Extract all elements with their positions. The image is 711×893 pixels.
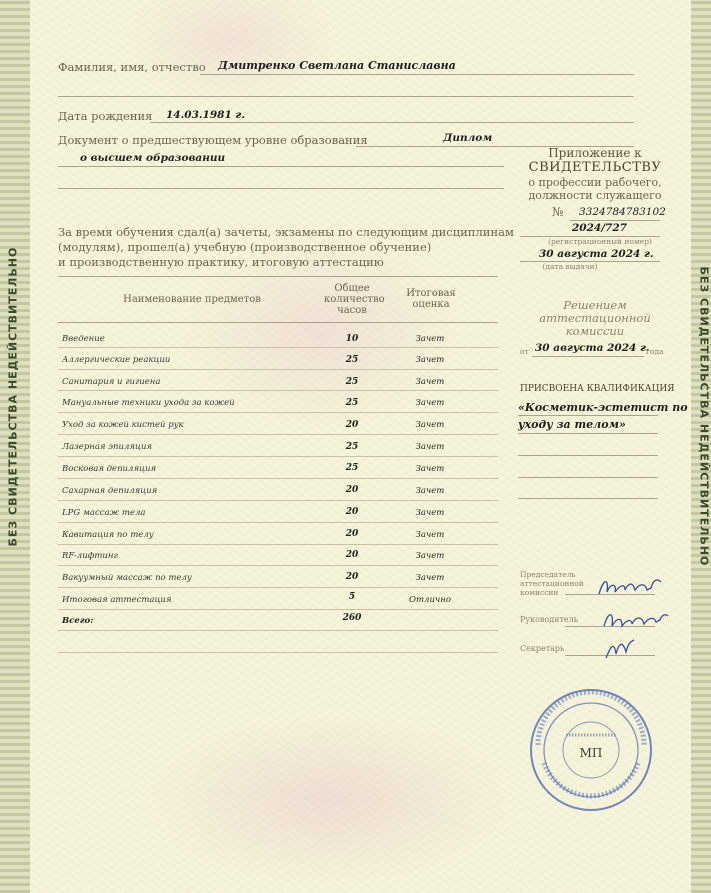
table-row-name: Итоговая аттестация <box>62 595 172 605</box>
fio-value: Дмитренко Светлана Станиславна <box>218 59 456 72</box>
table-row-hours: 20 <box>345 485 359 495</box>
decision-line-2: аттестационной <box>539 311 651 325</box>
row-divider <box>58 565 498 566</box>
table-row-name: Уход за кожей кистей рук <box>62 420 184 430</box>
decision-date: 30 августа 2024 г. <box>535 342 650 354</box>
number-sign: № <box>552 205 564 219</box>
table-row-grade: Зачет <box>415 377 445 387</box>
right-border-text: БЕЗ СВИДЕТЕЛЬСТВА НЕДЕЙСТВИТЕЛЬНО <box>697 266 711 567</box>
row-divider <box>58 456 498 457</box>
decision-ot: от <box>520 347 529 356</box>
row-divider <box>58 522 498 523</box>
head-label: Руководитель <box>520 615 579 624</box>
table-row-name: Введение <box>62 334 105 344</box>
table-row-hours: 20 <box>345 507 359 517</box>
row-divider <box>58 652 498 653</box>
decision-line <box>532 356 644 357</box>
head-signature <box>600 606 670 636</box>
fio-line <box>200 74 634 75</box>
col-hours-header: Общее количество часов <box>324 283 385 316</box>
secretary-label: Секретарь <box>520 644 565 653</box>
table-row-grade: Зачет <box>415 486 445 496</box>
table-row-grade: Зачет <box>415 508 445 518</box>
table-row-hours: 20 <box>345 529 359 539</box>
fio-label: Фамилия, имя, отчество <box>58 60 206 74</box>
table-row-hours: 20 <box>345 550 359 560</box>
row-divider <box>58 347 498 348</box>
number-line <box>570 220 660 221</box>
reg-caption: (регистрационный номер) <box>548 237 652 246</box>
heading-sub-2: должности служащего <box>528 189 662 202</box>
table-row-hours: 25 <box>345 463 359 473</box>
intro-line-2: (модулям), прошел(а) учебную (производственное обучение) <box>58 240 432 254</box>
decision-line-3: комиссии <box>565 324 625 338</box>
table-row-grade: Зачет <box>415 442 445 452</box>
table-row-hours: 25 <box>345 377 359 387</box>
issue-caption: (дата выдачи) <box>542 262 598 271</box>
table-header-line <box>58 322 498 323</box>
table-row-name: LPG массаж тела <box>62 508 146 518</box>
table-row-grade: Зачет <box>415 355 445 365</box>
prior-doc-value-1: Диплом <box>443 132 493 144</box>
fio-line-2 <box>58 96 634 97</box>
table-row-name: Мануальные техники ухода за кожей <box>62 398 235 408</box>
table-row-grade: Отлично <box>409 595 451 605</box>
table-row-hours: 25 <box>345 398 359 408</box>
chair-signature <box>595 572 665 602</box>
certificate-heading: СВИДЕТЕЛЬСТВУ <box>528 160 662 175</box>
qual-line-2 <box>518 433 658 434</box>
total-hours: 260 <box>342 613 362 623</box>
table-row-hours: 5 <box>348 592 356 602</box>
reg-number: 2024/727 <box>572 222 627 234</box>
col-grade-header: Итоговая оценка <box>406 288 456 310</box>
row-divider <box>58 609 498 610</box>
table-row-hours: 25 <box>345 442 359 452</box>
prior-doc-line-2 <box>58 166 504 167</box>
row-divider <box>58 544 498 545</box>
certificate-number: 3324784783102 <box>579 206 666 218</box>
table-row-name: Санитария и гигиена <box>62 377 161 387</box>
qualification-value-2: уходу за телом» <box>518 418 626 431</box>
intro-line-3: и производственную практику, итоговую аттестацию <box>58 255 384 269</box>
heading-sub-1: о профессии рабочего, <box>528 176 662 189</box>
qual-line-3 <box>518 455 658 456</box>
table-top-line <box>58 276 498 277</box>
table-row-hours: 10 <box>345 334 359 344</box>
table-row-name: Лазерная эпиляция <box>62 442 153 452</box>
left-border-text: БЕЗ СВИДЕТЕЛЬСТВА НЕДЕЙСТВИТЕЛЬНО <box>6 246 20 547</box>
row-divider <box>58 478 498 479</box>
table-row-grade: Зачет <box>415 464 445 474</box>
row-divider <box>58 500 498 501</box>
table-row-hours: 25 <box>345 355 359 365</box>
table-row-hours: 20 <box>345 420 359 430</box>
col-subjects-header: Наименование предметов <box>123 294 261 305</box>
table-row-grade: Зачет <box>415 551 445 561</box>
row-divider <box>58 390 498 391</box>
table-row-name: Вакуумный массаж по телу <box>62 573 192 583</box>
row-divider <box>58 369 498 370</box>
birth-label: Дата рождения <box>58 109 153 123</box>
table-row-name: Аллергические реакции <box>62 355 171 365</box>
total-label: Всего: <box>62 616 94 626</box>
table-row-grade: Зачет <box>415 530 445 540</box>
row-divider <box>58 434 498 435</box>
table-row-name: RF-лифтинг <box>62 551 118 561</box>
table-row-grade: Зачет <box>415 398 445 408</box>
row-divider <box>58 630 498 631</box>
qualification-value-1: «Косметик-эстетист по <box>518 401 688 414</box>
qual-line-4 <box>518 477 658 478</box>
row-divider <box>58 587 498 588</box>
row-divider <box>58 412 498 413</box>
stamp-mp: МП <box>579 746 603 760</box>
prior-doc-line-3 <box>58 188 504 189</box>
table-row-grade: Зачет <box>415 334 445 344</box>
table-row-hours: 20 <box>345 572 359 582</box>
table-row-name: Восковая депиляция <box>62 464 157 474</box>
secretary-signature <box>600 634 640 664</box>
prior-doc-label: Документ о предшествующем уровне образования <box>58 133 368 147</box>
table-row-grade: Зачет <box>415 420 445 430</box>
table-row-name: Сахарная депиляция <box>62 486 158 496</box>
issue-date: 30 августа 2024 г. <box>539 248 654 260</box>
birth-line <box>150 122 634 123</box>
qual-line-5 <box>518 498 658 499</box>
qualification-label: ПРИСВОЕНА КВАЛИФИКАЦИЯ <box>520 384 675 394</box>
decision-goda: года <box>646 347 664 356</box>
table-row-grade: Зачет <box>415 573 445 583</box>
birth-value: 14.03.1981 г. <box>166 109 245 121</box>
table-row-name: Кавитация по телу <box>62 530 154 540</box>
appendix-heading: Приложение к <box>548 146 642 160</box>
qual-line-1 <box>518 415 658 416</box>
intro-line-1: За время обучения сдал(а) зачеты, экзамены по следующим дисциплинам <box>58 225 514 239</box>
prior-doc-value-2: о высшем образовании <box>80 152 226 164</box>
decision-line-1: Решением <box>563 298 627 312</box>
chair-label: Председатель аттестационной комиссии <box>520 570 584 597</box>
